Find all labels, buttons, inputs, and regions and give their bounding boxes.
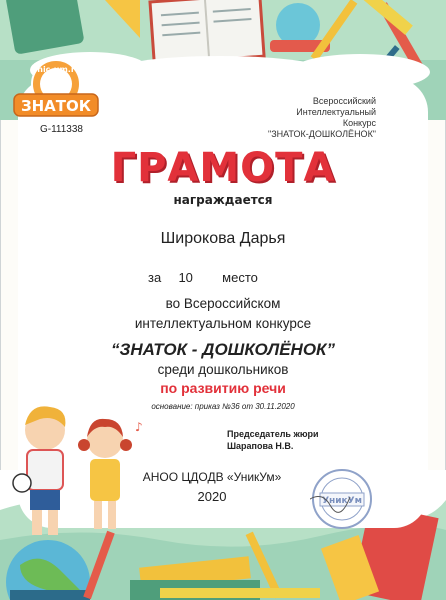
organization-name: АНОО ЦДОДВ «УникУм» (142, 470, 282, 484)
place-line (148, 270, 258, 285)
place-number: 10 (178, 270, 193, 285)
order-basis: основание: приказ №36 от 30.11.2020 (151, 402, 295, 411)
contest-header-line2: Интеллектуальный (296, 107, 376, 117)
jury-title: Председатель жюри (227, 429, 319, 439)
awarded-label: награждается (173, 193, 273, 207)
jury-name: Шарапова Н.В. (227, 441, 294, 451)
contest-header-line3: Конкурс (342, 118, 376, 128)
jury-block (227, 428, 319, 452)
body-line1: во Всероссийском (165, 296, 281, 311)
category: по развитию речи (160, 380, 286, 396)
body-line4: среди дошкольников (157, 362, 289, 377)
body-line2: интеллектуальном конкурсе (134, 316, 312, 331)
stamp-text: УникУм (322, 496, 362, 506)
logo-site-text: unic-um.ru (31, 65, 81, 74)
recipient-name: Широкова Дарья (160, 230, 286, 247)
svg-text:♪: ♪ (135, 420, 143, 434)
certificate-title: ГРАМОТА (110, 145, 336, 191)
certificate-year: 2020 (197, 489, 227, 504)
organization-stamp (310, 467, 374, 531)
contest-header (256, 96, 376, 140)
place-prefix: за (148, 270, 162, 285)
logo-brand-text: ЗНАТОК (20, 97, 92, 115)
certificate-code: G-111338 (40, 124, 83, 135)
contest-header-line1: Всероссийский (312, 96, 376, 106)
place-suffix: место (222, 270, 258, 285)
contest-header-line4: "ЗНАТОК-ДОШКОЛЁНОК" (268, 129, 376, 139)
contest-name: “ЗНАТОК - ДОШКОЛЁНОК” (110, 340, 336, 359)
